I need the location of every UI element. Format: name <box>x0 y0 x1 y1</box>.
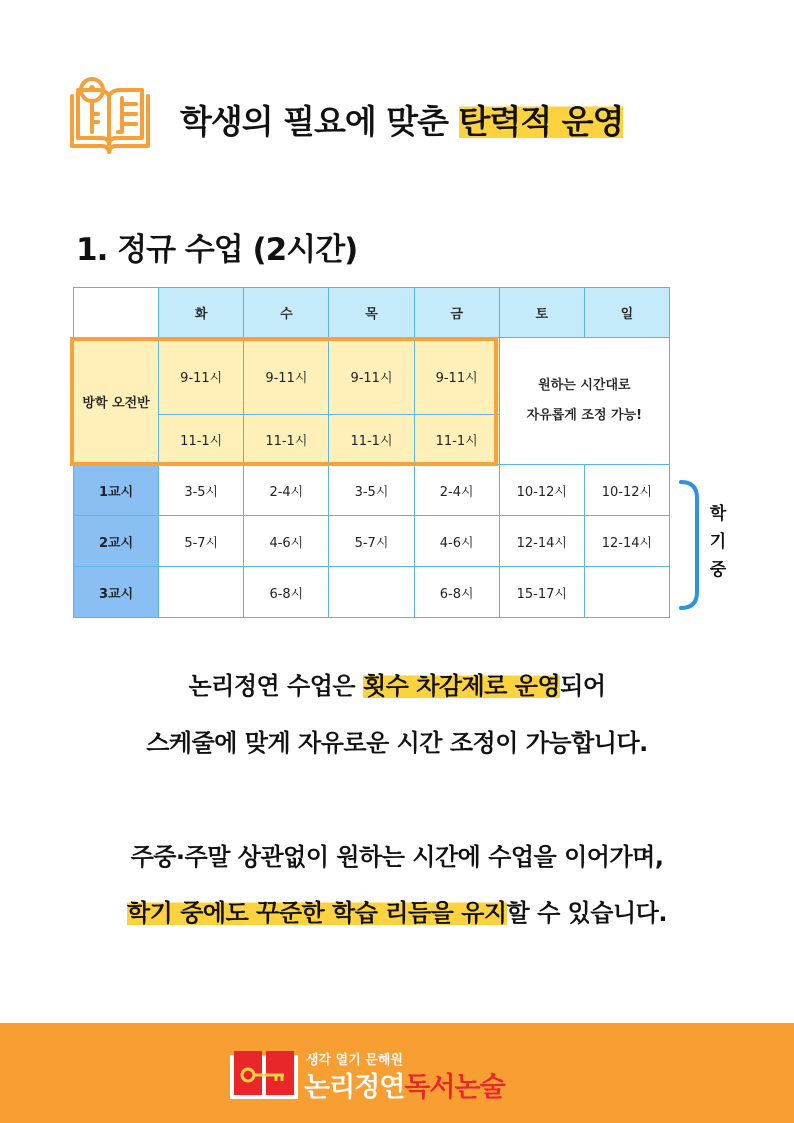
p2-highlight: 학기 중에도 꾸준한 학습 리듬을 유지 <box>127 899 507 927</box>
day-header-row <box>74 288 670 338</box>
page-header <box>62 74 742 164</box>
period-label: 3교시 <box>74 567 159 618</box>
title-highlight: 탄력적 운영 <box>458 102 624 141</box>
weekend-note-line1: 원하는 시간대로 <box>538 378 631 393</box>
morning-slot: 11-1시 <box>329 415 414 465</box>
period-cell: 3-5시 <box>159 465 244 516</box>
period-cell: 6-8시 <box>414 567 499 618</box>
brand-name-a: 논리정연 <box>304 1072 405 1103</box>
morning-row-1 <box>74 338 670 415</box>
period-cell: 10-12시 <box>499 465 584 516</box>
period-cell: 3-5시 <box>329 465 414 516</box>
footer-brand <box>304 1065 505 1104</box>
period-row-1 <box>74 465 670 516</box>
period-cell: 15-17시 <box>499 567 584 618</box>
morning-slot: 9-11시 <box>244 338 329 415</box>
paragraph2-line2 <box>0 893 794 928</box>
period-cell: 5-7시 <box>159 516 244 567</box>
semester-char: 기 <box>709 532 727 552</box>
period-cell <box>159 567 244 618</box>
schedule-table <box>73 287 670 618</box>
day-sat: 토 <box>499 288 584 338</box>
morning-class-label: 방학 오전반 <box>74 338 159 465</box>
period-row-3 <box>74 567 670 618</box>
period-label: 1교시 <box>74 465 159 516</box>
period-cell: 10-12시 <box>584 465 669 516</box>
semester-label <box>706 500 730 584</box>
morning-slot: 11-1시 <box>244 415 329 465</box>
section-title: 1. 정규 수업 (2시간) <box>76 232 358 268</box>
p1-post: 되어 <box>560 672 606 700</box>
paragraph1-line2: 스케줄에 맞게 자유로운 시간 조정이 가능합니다. <box>146 729 648 757</box>
period-cell: 12-14시 <box>499 516 584 567</box>
period-cell: 2-4시 <box>244 465 329 516</box>
morning-slot: 9-11시 <box>159 338 244 415</box>
period-label: 2교시 <box>74 516 159 567</box>
day-sun: 일 <box>584 288 669 338</box>
morning-slot: 11-1시 <box>159 415 244 465</box>
p2-post: 할 수 있습니다. <box>506 899 667 927</box>
semester-char: 학 <box>709 504 727 524</box>
paragraph2-line1: 주중·주말 상관없이 원하는 시간에 수업을 이어가며, <box>130 843 664 871</box>
day-thu: 목 <box>329 288 414 338</box>
paragraph1-line1 <box>0 666 794 701</box>
period-row-2 <box>74 516 670 567</box>
weekend-free-note <box>499 338 669 465</box>
title-prefix: 학생의 필요에 맞춘 <box>180 102 459 141</box>
book-key-logo-icon <box>226 1047 302 1103</box>
day-tue: 화 <box>159 288 244 338</box>
period-cell: 4-6시 <box>244 516 329 567</box>
footer-tagline: 생각 열기 문해원 <box>306 1053 403 1068</box>
semester-bracket-icon <box>675 478 705 612</box>
day-fri: 금 <box>414 288 499 338</box>
weekend-note-line2: 자유롭게 조정 가능! <box>526 408 643 423</box>
page-title <box>180 96 623 143</box>
brand-name-b: 독서논술 <box>404 1072 505 1103</box>
period-cell <box>584 567 669 618</box>
morning-slot: 9-11시 <box>414 338 499 415</box>
period-cell: 6-8시 <box>244 567 329 618</box>
period-cell <box>329 567 414 618</box>
period-cell: 2-4시 <box>414 465 499 516</box>
semester-char: 중 <box>709 560 727 580</box>
p1-pre: 논리정연 수업은 <box>188 672 363 700</box>
p1-highlight: 횟수 차감제로 운영 <box>362 672 561 700</box>
period-cell: 5-7시 <box>329 516 414 567</box>
book-key-icon <box>62 74 156 162</box>
period-cell: 12-14시 <box>584 516 669 567</box>
period-cell: 4-6시 <box>414 516 499 567</box>
morning-slot: 11-1시 <box>414 415 499 465</box>
morning-slot: 9-11시 <box>329 338 414 415</box>
corner-cell <box>74 288 159 338</box>
footer-bar <box>0 1023 794 1123</box>
day-wed: 수 <box>244 288 329 338</box>
